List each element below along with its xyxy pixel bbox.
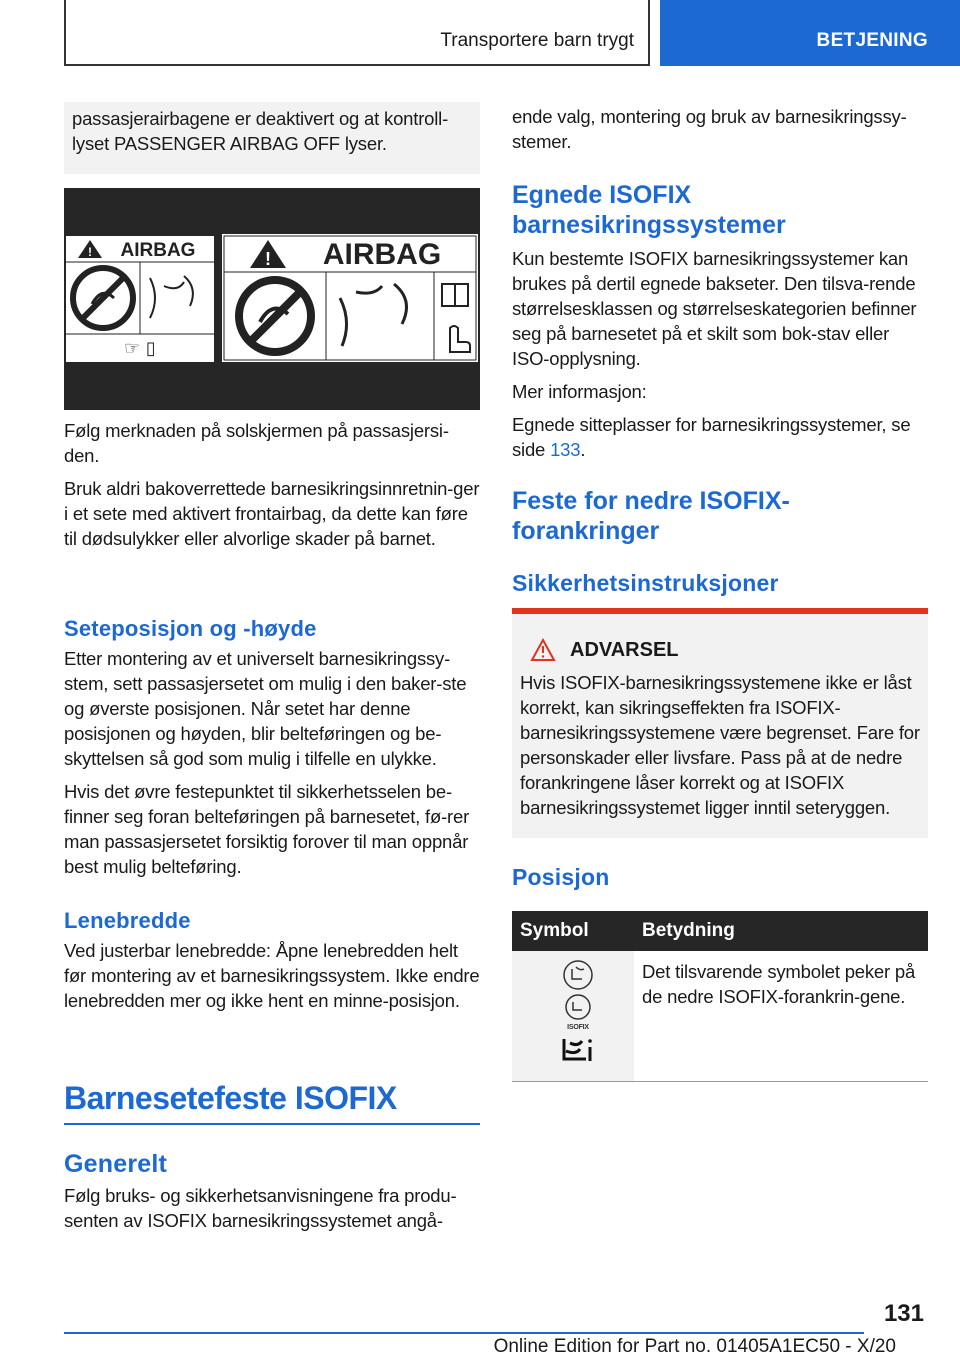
text: . — [580, 439, 586, 460]
table-header-row — [512, 911, 928, 951]
general-section — [64, 1150, 480, 1241]
paragraph: Hvis det øvre festepunktet til sikkerhetsselen be-finner seg foran belteføringen på barnesetet, fø-rer man passasjersetet forsiktig forover til man oppnår best mulig belteføring. — [64, 781, 470, 877]
heading-seat-position: Seteposisjon og -høyde — [64, 616, 317, 641]
footer-rule — [64, 1332, 864, 1334]
svg-text:!: ! — [88, 245, 92, 259]
meaning-cell: Det tilsvarende symbolet peker på de nedre ISOFIX-forankrin-gene. — [642, 961, 916, 1007]
warning-title — [520, 638, 920, 662]
position-section — [512, 864, 928, 895]
warning-text: Hvis ISOFIX-barnesikringssystemene ikke er låst korrekt, kan sikringseffekten fra ISOFIX-barnesikringssystemene være begrenset. Fare for personskader eller livsfare. Pass på at de nedre forankringene låser korrekt og at ISOFIX barnesikringssystemet ligger inntil seteryggen. — [520, 672, 920, 818]
isofix-label: ISOFIX — [567, 1024, 589, 1031]
note-box — [64, 102, 480, 174]
airbag-label-image — [64, 188, 480, 410]
isofix-section — [64, 1080, 480, 1125]
heading-backrest-width: Lenebredde — [64, 908, 191, 933]
paragraph: Bruk aldri bakoverrettede barnesikringsinnretnin-ger i et sete med aktivert frontairbag, da dette kan føre til dødsulykker eller alvorlige skader på barnet. — [64, 478, 480, 549]
heading-lower-anchors: Feste for nedre ISOFIX-forankringer — [512, 487, 790, 545]
airbag-label-small: AIRBAG — [120, 240, 196, 261]
heading-position: Posisjon — [512, 864, 610, 890]
isofix-symbols-icon — [520, 955, 620, 1071]
safety-section — [512, 570, 928, 601]
airbag-label-large: AIRBAG — [322, 238, 442, 271]
svg-text:!: ! — [265, 249, 271, 269]
symbol-table — [512, 911, 928, 1082]
section-title: Transportere barn trygt — [440, 30, 634, 51]
table-header-symbol: Symbol — [512, 911, 634, 951]
paragraph: ende valg, montering og bruk av barnesikringssy-stemer. — [512, 106, 907, 152]
page-number: 131 — [883, 1300, 924, 1327]
backrest-width-section — [64, 908, 480, 1021]
footer-edition: Online Edition for Part no. 01405A1EC50 - X/20 — [493, 1336, 896, 1357]
paragraph: Følg bruks- og sikkerhetsanvisningene fra produ-senten av ISOFIX barnesikringssystemet angå- — [64, 1185, 457, 1231]
heading-underline — [64, 1123, 480, 1125]
paragraph: Ved justerbar lenebredde: Åpne lenebredden helt før montering av et barnesikringssystem. Ikke endre lenebredden mer og ikke hent en minne-posisjon. — [64, 940, 480, 1011]
warning-box — [512, 608, 928, 838]
right-column-text — [512, 104, 928, 162]
paragraph: Mer informasjon: — [512, 381, 647, 402]
note-text: passasjerairbagene er deaktivert og at kontroll-lyset PASSENGER AIRBAG OFF lyser. — [72, 108, 449, 154]
svg-text:☞ ▯: ☞ ▯ — [124, 338, 156, 359]
heading-general: Generelt — [64, 1150, 168, 1178]
symbol-cell — [512, 951, 634, 1082]
page-link[interactable]: 133 — [550, 439, 581, 460]
heading-isofix: Barnesetefeste ISOFIX — [64, 1080, 397, 1116]
table-header-meaning: Betydning — [634, 911, 928, 951]
heading-suitable-isofix: Egnede ISOFIX barnesikringssystemer — [512, 181, 786, 239]
chapter-title: BETJENING — [816, 30, 928, 51]
paragraph — [512, 412, 928, 462]
airbag-warning-illustration — [64, 188, 480, 410]
heading-safety-instructions: Sikkerhetsinstruksjoner — [512, 570, 779, 596]
warning-triangle-icon — [530, 638, 556, 662]
paragraph: Følg merknaden på solskjermen på passasjersi-den. — [64, 420, 449, 466]
header-chapter-tab — [660, 0, 960, 66]
anchor-section — [512, 486, 928, 546]
left-column-text — [64, 418, 480, 559]
header-section-tab — [64, 0, 650, 66]
table-row — [512, 951, 928, 1082]
paragraph: Etter montering av et universelt barnesikringssy-stem, sett passasjersetet om mulig i den baker-ste og øverste posisjonen. Når setet har denne posisjonen og høyden, blir belteføringen og be-skyttelsen så god som mulig i tilfelle en ulykke. — [64, 648, 467, 769]
text: Egnede sitteplasser for barnesikringssystemer, se side — [512, 414, 911, 460]
suitable-isofix-section — [512, 180, 928, 470]
paragraph: Kun bestemte ISOFIX barnesikringssystemer kan brukes på dertil egnede bakseter. Den tilsva-rende størrelsesklassen og størrelseskategorien befinner seg på barnesetet på et skilt som bok-stav eller ISO-opplysning. — [512, 248, 917, 369]
warning-title-text: ADVARSEL — [570, 638, 679, 661]
seat-position-section — [64, 616, 480, 887]
